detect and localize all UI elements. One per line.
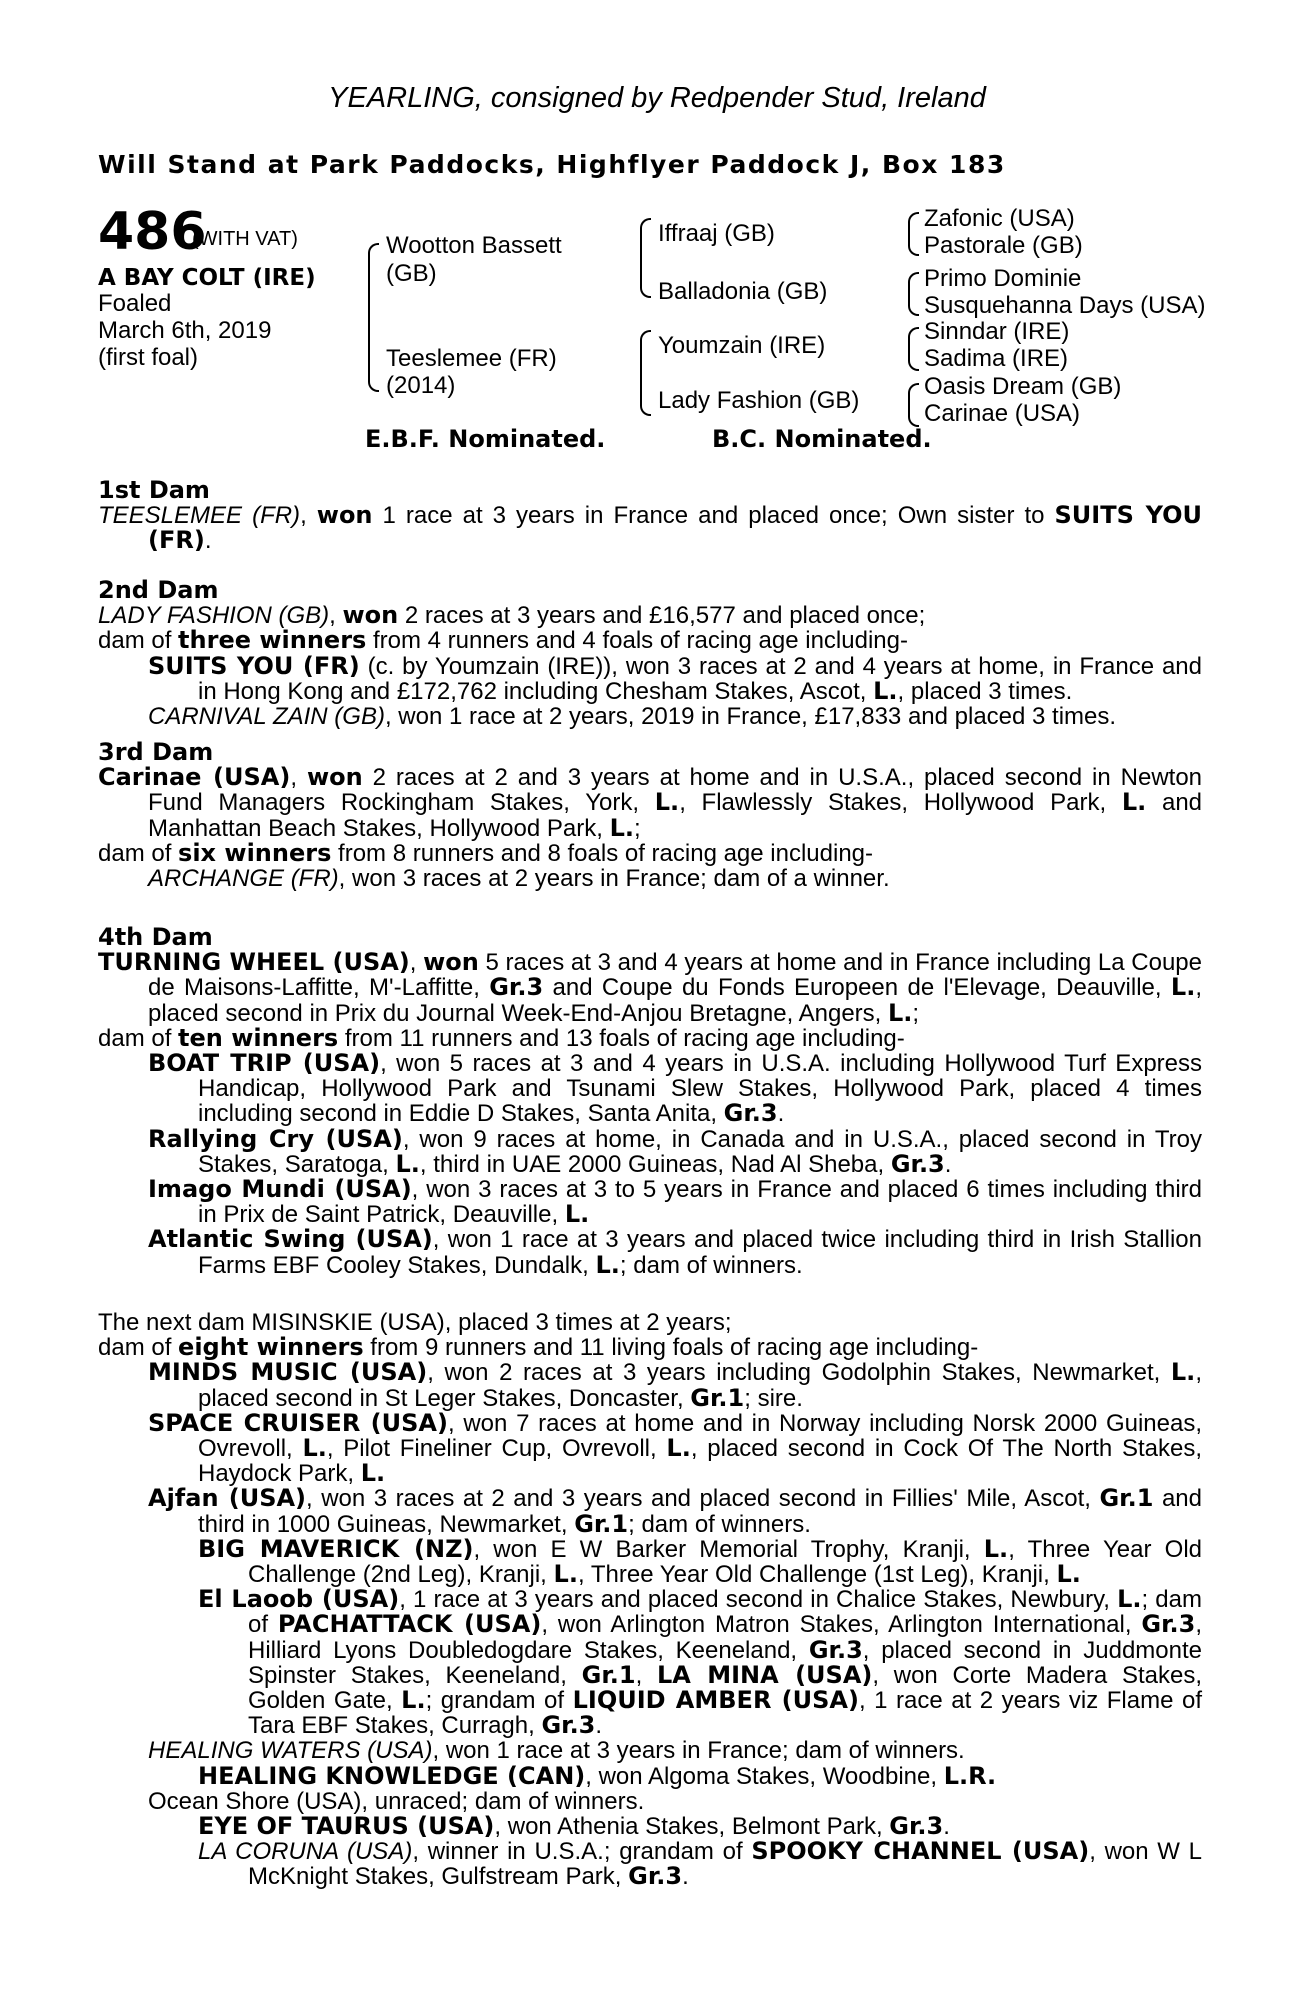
brace-dss	[908, 327, 919, 371]
text: from 11 runners and 13 foals of racing age including-	[338, 1024, 905, 1052]
text: , won Corte Madera Stakes, Golden Gate,	[248, 1661, 1202, 1715]
first-dam-section	[98, 478, 1202, 554]
text: , won 3 races at 2 years in France; dam of a winner.	[338, 865, 890, 893]
text: 5 races at 3 and 4 years at home and in France including La Coupe de Maisons-Laffitte, M'-Laffitte,	[148, 949, 1202, 1002]
dam-dam-sire: Oasis Dream (GB)	[924, 373, 1122, 400]
brace-dds	[908, 383, 919, 427]
grade: L.	[654, 788, 680, 817]
grade: Gr.3	[1141, 1610, 1196, 1639]
grand-offspring-entry	[198, 1587, 1202, 1738]
grade: L.	[553, 1560, 578, 1589]
text: ;	[912, 999, 920, 1027]
text: (c. by Youmzain (IRE)), won 3 races at 2 and 4 years at home, in France and in Hong Kong and £172,762 including Chesham Stakes, Ascot,	[198, 652, 1202, 705]
text: , Three Year Old Challenge (1st Leg), Kranji,	[577, 1561, 1057, 1589]
horse-name: LA MINA (USA)	[656, 1660, 873, 1689]
grade: Gr.1	[1099, 1484, 1154, 1513]
text: , winner in U.S.A.; grandam of	[412, 1838, 752, 1866]
produce-summary	[98, 1023, 1202, 1052]
text: , won 5 races at 3 and 4 years in U.S.A. including Hollywood Turf Express Handicap, Hollywood Park and Tsunami Slew Stakes, Hollywood Park, placed 4 times including second in Eddie D Stakes, Santa Anita,	[198, 1050, 1203, 1128]
text: , placed second in Cock Of The North Stakes, Haydock Park,	[198, 1435, 1202, 1488]
consignor-line: YEARLING, consigned by Redpender Stud, Ireland	[328, 82, 986, 114]
text: .	[595, 1712, 603, 1740]
foal-note: (first foal)	[98, 344, 199, 371]
grade: Gr.1	[690, 1383, 745, 1412]
text: dam of	[98, 1024, 179, 1052]
grade: L.	[595, 1250, 620, 1279]
horse-name: PACHATTACK (USA)	[277, 1610, 542, 1639]
foaled-label: Foaled	[98, 290, 172, 317]
grade: L.	[1170, 973, 1196, 1002]
grade: L.	[888, 998, 913, 1027]
won-label: won	[423, 948, 479, 977]
produce-summary	[98, 1335, 1202, 1360]
dam-parents-brace	[640, 330, 651, 416]
dam-name: Teeslemee (FR)	[386, 345, 557, 372]
grade: L.	[1170, 1358, 1196, 1387]
grade: L.	[609, 813, 634, 842]
horse-name: Imago Mundi (USA)	[148, 1175, 412, 1204]
text: , won 9 races at home, in Canada and in U.S.A., placed second in Troy Stakes, Saratoga,	[198, 1125, 1202, 1178]
lot-number: 486	[98, 202, 207, 262]
horse-name: Ajfan (USA)	[148, 1484, 307, 1513]
dam-dam: Lady Fashion (GB)	[658, 387, 860, 414]
horse-name: SUITS YOU (FR)	[148, 651, 360, 680]
grade: Gr.3	[489, 973, 544, 1002]
grade: Gr.1	[581, 1660, 636, 1689]
grand-offspring-entry	[198, 1761, 1202, 1790]
sire-sire-sire: Zafonic (USA)	[924, 205, 1075, 232]
grade: L.	[302, 1434, 327, 1463]
grade: Gr.3	[628, 1862, 683, 1891]
race-record: 2 races at 3 years and £16,577 and placed once;	[398, 602, 926, 630]
text: , won E W Barker Memorial Trophy, Kranji,	[473, 1535, 984, 1563]
text: dam of	[98, 627, 179, 655]
grade: L.R.	[943, 1761, 997, 1790]
horse-name: EYE OF TAURUS (USA)	[198, 1812, 495, 1841]
offspring-entry	[148, 1360, 1202, 1410]
dam-sire-dam: Sadima (IRE)	[924, 345, 1069, 372]
offspring-entry	[148, 704, 1202, 729]
produce-summary	[98, 628, 1202, 653]
sire-dam-sire: Primo Dominie	[924, 265, 1082, 292]
bc-nomination: B.C. Nominated.	[712, 425, 932, 453]
text: , placed second in Prix du Journal Week-End-Anjou Bretagne, Angers,	[148, 974, 1202, 1027]
grade: L.	[873, 676, 898, 705]
lot-title: A BAY COLT (IRE)	[98, 265, 316, 291]
sire-dam-dam: Susquehanna Days (USA)	[924, 292, 1206, 319]
text: dam of	[98, 1334, 179, 1362]
offspring-entry	[148, 1486, 1202, 1536]
won-label: won	[342, 601, 399, 630]
dam-entry: TEESLEMEE (FR), won 1 race at 3 years in France and placed once; Own sister to SUITS YOU (FR).	[98, 501, 1203, 555]
sire-name: Wootton Bassett	[386, 232, 562, 259]
text: .	[682, 1863, 689, 1891]
text: and Coupe du Fonds Europeen de l'Elevage, Deauville,	[543, 974, 1171, 1002]
horse-name: BOAT TRIP (USA)	[148, 1049, 381, 1078]
text: , won Algoma Stakes, Woodbine,	[585, 1762, 944, 1790]
grand-offspring-entry	[198, 1839, 1202, 1889]
next-dam-line: The next dam MISINSKIE (USA), placed 3 times at 2 years;	[98, 1309, 732, 1336]
text: ; dam of winners.	[628, 1510, 811, 1538]
text: ; dam of	[248, 1586, 1202, 1639]
text: , won Arlington Matron Stakes, Arlington International,	[541, 1611, 1142, 1639]
text: from 9 runners and 11 living foals of racing age including-	[363, 1334, 979, 1362]
text: , won 1 race at 3 years in France; dam of winners.	[432, 1737, 965, 1765]
horse-name: ARCHANGE (FR)	[148, 865, 339, 893]
text: , won 2 races at 3 years including Godolphin Stakes, Newmarket,	[427, 1359, 1171, 1387]
grand-offspring-entry	[198, 1534, 1203, 1589]
text: , Hilliard Lyons Doubledogdare Stakes, Keeneland,	[248, 1611, 1202, 1664]
text: , won 1 race at 3 years and placed twice including third in Irish Stallion Farms EBF Cooley Stakes, Dundalk,	[198, 1226, 1202, 1279]
horse-name: Atlantic Swing (USA)	[148, 1225, 433, 1254]
dam-entry: LADY FASHION (GB), won 2 races at 3 years and £16,577 and placed once;	[98, 601, 926, 630]
text: dam of	[98, 839, 179, 867]
won-label: won	[316, 501, 373, 530]
sire-origin: (GB)	[386, 260, 437, 287]
grade: L.	[360, 1459, 386, 1488]
winners-count: eight winners	[178, 1333, 364, 1362]
offspring-entry	[148, 1738, 1202, 1763]
text: , won 1 race at 2 years, 2019 in France, £17,833 and placed 3 times.	[384, 703, 1117, 731]
dam-name: TURNING WHEEL (USA)	[98, 948, 410, 977]
grade: Gr.3	[808, 1635, 863, 1664]
section-heading: 2nd Dam	[98, 576, 219, 604]
offspring-entry	[148, 1408, 1203, 1488]
text: , Three Year Old Challenge (2nd Leg), Kranji,	[248, 1535, 1203, 1589]
offspring-entry	[148, 651, 1202, 705]
text: , Pilot Fineliner Cup, Ovrevoll,	[326, 1435, 667, 1463]
text: , Flawlessly Stakes, Hollywood Park,	[679, 789, 1122, 817]
vat-note: (WITH VAT)	[192, 228, 298, 250]
sire-dam-brace	[368, 243, 379, 392]
foaled-date: March 6th, 2019	[98, 317, 272, 344]
horse-name: El Laoob (USA)	[198, 1585, 400, 1614]
dam-name: Carinae (USA)	[98, 763, 291, 792]
dam-entry: Carinae (USA), won 2 races at 2 and 3 years at home and in U.S.A., placed second in Newton Fund Managers Rockingham Stakes, York, L., Flawlessly Stakes, Hollywood Park, L. and Manhattan Beach Stakes, Hollywood Park, L.;	[98, 763, 1203, 842]
dam-sire: Youmzain (IRE)	[658, 332, 826, 359]
grade: Gr.3	[890, 1149, 945, 1178]
text: , placed 3 times.	[897, 677, 1073, 705]
grade: Gr.3	[541, 1711, 596, 1740]
text: , won W L McKnight Stakes, Gulfstream Park,	[248, 1838, 1203, 1891]
offspring-entry	[148, 1051, 1202, 1127]
grade: L.	[1117, 1585, 1142, 1614]
brace-sss	[908, 212, 919, 256]
next-dam-section	[98, 1310, 1202, 1890]
offspring-entry	[148, 1124, 1202, 1178]
offspring-entry	[148, 866, 1202, 891]
dam-name: TEESLEMEE (FR)	[98, 502, 301, 530]
horse-name: SPACE CRUISER (USA)	[148, 1408, 448, 1437]
text: .	[777, 1100, 785, 1128]
offspring-entry: Ocean Shore (USA), unraced; dam of winners.	[148, 1787, 645, 1815]
text: and third in 1000 Guineas, Newmarket,	[198, 1485, 1202, 1538]
horse-name: BIG MAVERICK (NZ)	[198, 1534, 474, 1563]
text: , third in UAE 2000 Guineas, Nad Al Sheba,	[419, 1150, 891, 1178]
text: .	[944, 1150, 952, 1178]
winners-count: three winners	[178, 626, 367, 655]
grand-offspring-entry	[198, 1814, 1202, 1839]
dam-year: (2014)	[386, 372, 456, 399]
horse-name: HEALING KNOWLEDGE (CAN)	[198, 1761, 586, 1790]
text: ; dam of winners.	[619, 1251, 803, 1279]
text: , 1 race at 3 years and placed second in Chalice Stakes, Newbury,	[399, 1586, 1118, 1614]
text: from 4 runners and 4 foals of racing age including-	[366, 627, 908, 655]
won-label: won	[306, 763, 363, 792]
stand-location: Will Stand at Park Paddocks, Highflyer Paddock J, Box 183	[98, 150, 1006, 179]
offspring-entry	[148, 1177, 1202, 1227]
winners-count: ten winners	[178, 1023, 339, 1052]
sire-sire-dam: Pastorale (GB)	[924, 232, 1083, 259]
winners-count: six winners	[178, 838, 332, 867]
horse-name: LA CORUNA (USA)	[198, 1838, 413, 1866]
text: .	[943, 1813, 950, 1841]
text: , placed second in St Leger Stakes, Doncaster,	[198, 1359, 1202, 1412]
text: and Manhattan Beach Stakes, Hollywood Park,	[148, 789, 1203, 842]
grade: L.	[1056, 1560, 1081, 1589]
punct: .	[204, 527, 212, 555]
produce-summary	[98, 838, 1202, 867]
text: ,	[635, 1661, 657, 1689]
grade: Gr.3	[723, 1099, 778, 1128]
sire-dam: Balladonia (GB)	[658, 278, 828, 305]
text: 2 races at 2 and 3 years at home and in U.S.A., placed second in Newton Fund Managers Rockingham Stakes, York,	[148, 764, 1203, 817]
dam-dam-dam: Carinae (USA)	[924, 400, 1081, 427]
text: , won 3 races at 3 to 5 years in France and placed 6 times including third in Prix de Saint Patrick, Deauville,	[198, 1176, 1202, 1229]
text: , won 7 races at home and in Norway including Norsk 2000 Guineas, Ovrevoll,	[198, 1409, 1203, 1463]
grade: Gr.3	[889, 1812, 944, 1841]
third-dam-section	[98, 740, 1202, 891]
horse-name: CARNIVAL ZAIN (GB)	[148, 703, 385, 731]
text: , placed second in Juddmonte Spinster Stakes, Keeneland,	[248, 1636, 1202, 1689]
ebf-nomination: E.B.F. Nominated.	[365, 425, 606, 453]
horse-name: HEALING WATERS (USA)	[148, 1737, 433, 1765]
grade: L.	[401, 1686, 426, 1715]
horse-name: LIQUID AMBER (USA)	[572, 1686, 859, 1715]
text: ; sire.	[744, 1384, 803, 1412]
grade: L.	[983, 1534, 1009, 1563]
text: , won Athenia Stakes, Belmont Park,	[494, 1813, 890, 1841]
horse-name: SPOOKY CHANNEL (USA)	[751, 1837, 1090, 1866]
text: from 8 runners and 8 foals of racing age including-	[331, 839, 874, 867]
dam-sire-sire: Sinndar (IRE)	[924, 318, 1070, 345]
second-dam-section	[98, 578, 1202, 729]
sire-parents-brace	[640, 218, 651, 298]
section-heading: 3rd Dam	[98, 738, 214, 766]
text: , won 3 races at 2 and 3 years and placed second in Fillies' Mile, Ascot,	[306, 1485, 1100, 1513]
race-record: 1 race at 3 years in France and placed once; Own sister to	[372, 502, 1055, 530]
grade: L.	[1121, 788, 1147, 817]
dam-entry: TURNING WHEEL (USA), won 5 races at 3 and 4 years at home and in France including La Coupe de Maisons-Laffitte, M'-Laffitte, Gr.3 and Coupe du Fonds Europeen de l'Elevage, Deauville, L., placed second in Prix du Journal Week-End-Anjou Bretagne, Angers, L.;	[98, 948, 1202, 1027]
text: , 1 race at 2 years viz Flame of Tara EBF Stakes, Curragh,	[248, 1687, 1202, 1740]
grade: L.	[395, 1149, 420, 1178]
grade: L.	[666, 1434, 691, 1463]
text: ;	[634, 814, 641, 842]
fourth-dam-section	[98, 925, 1202, 1278]
sire-sire: Iffraaj (GB)	[658, 220, 775, 247]
grade: Gr.1	[574, 1509, 629, 1538]
horse-name: MINDS MUSIC (USA)	[148, 1358, 428, 1387]
grade: L.	[564, 1200, 590, 1229]
section-heading: 4th Dam	[98, 923, 213, 951]
section-heading: 1st Dam	[98, 476, 210, 504]
brace-sds	[908, 272, 919, 316]
sister-name: SUITS YOU (FR)	[148, 501, 1203, 555]
horse-name: Rallying Cry (USA)	[148, 1124, 403, 1153]
offspring-entry	[148, 1227, 1202, 1277]
text: ; grandam of	[425, 1687, 573, 1715]
dam-name: LADY FASHION (GB)	[98, 602, 330, 630]
